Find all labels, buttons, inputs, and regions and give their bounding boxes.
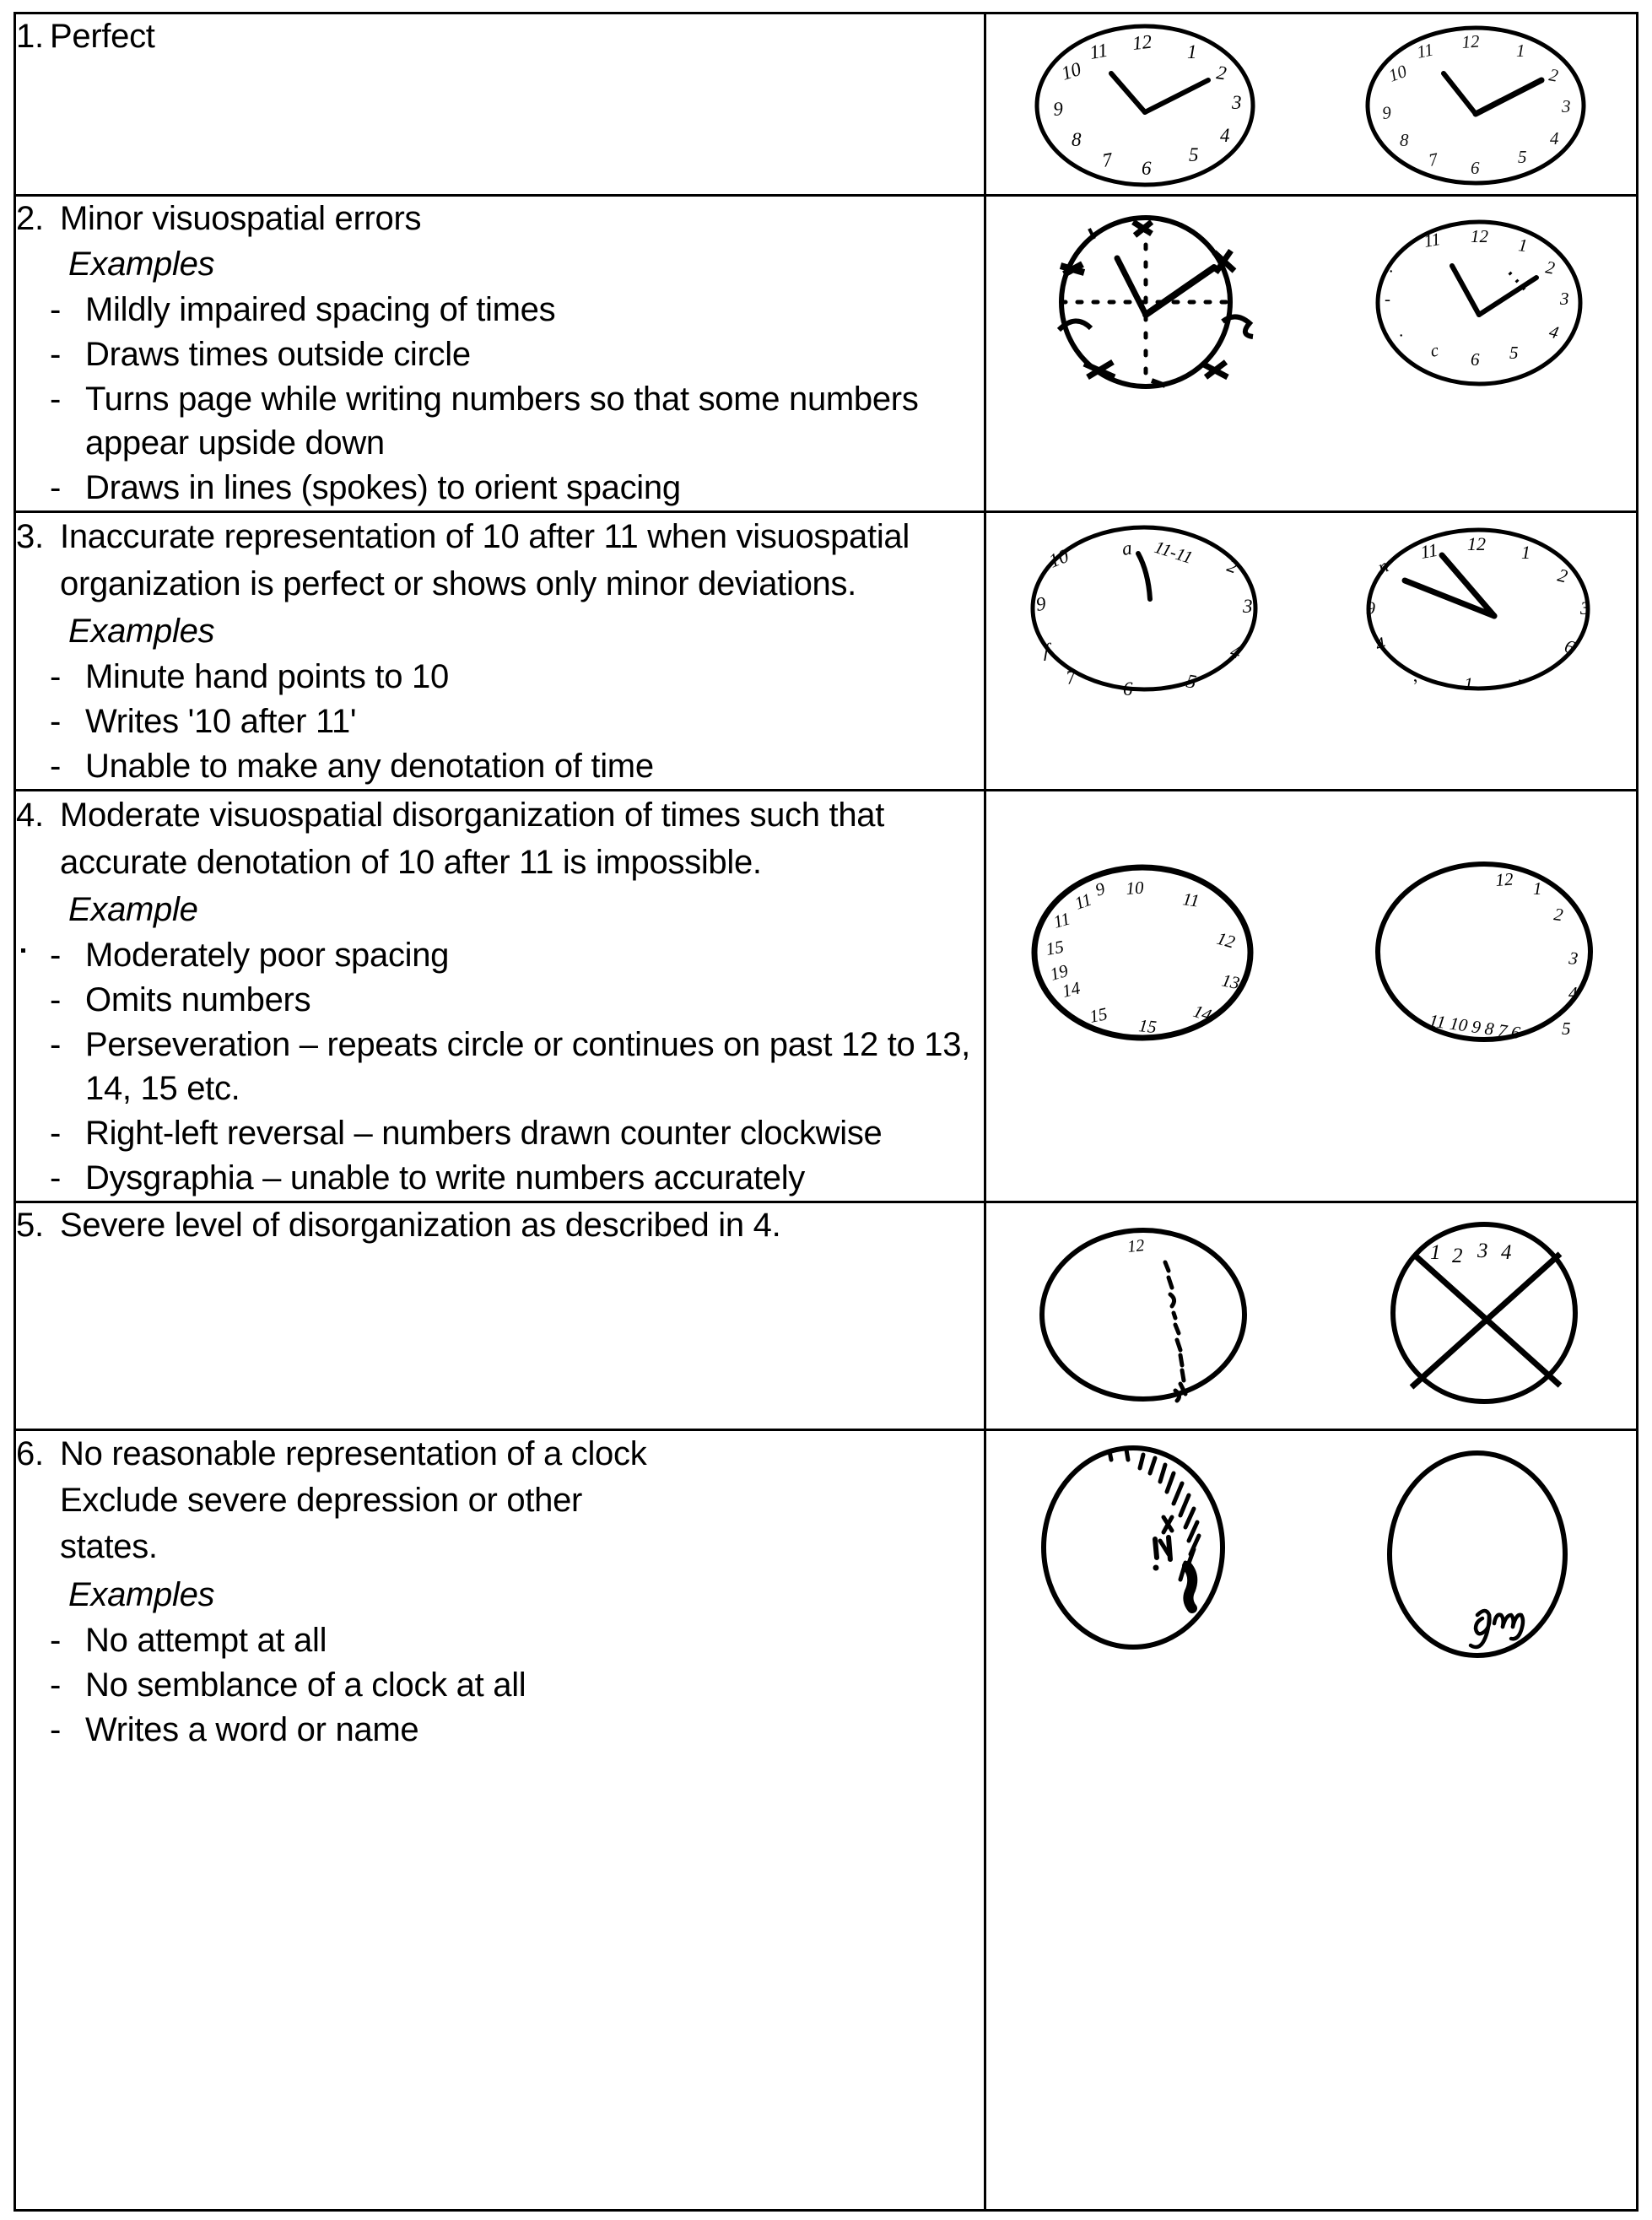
criteria-text-5: Severe level of disorganization as described in 4. (60, 1207, 781, 1244)
examples-list-6 (16, 1618, 984, 1752)
drawing-cell-4 (985, 791, 1638, 1202)
svg-text:5: 5 (1509, 343, 1519, 363)
svg-text:4: 4 (1547, 321, 1561, 343)
examples-list-3 (16, 655, 984, 788)
table-row (15, 14, 1638, 196)
list-item (16, 1156, 984, 1200)
svg-text:11: 11 (1072, 889, 1094, 914)
svg-text:12: 12 (1467, 533, 1486, 554)
criteria-number-5: 5. (16, 1207, 44, 1244)
svg-text:3: 3 (1568, 948, 1579, 970)
svg-text:6: 6 (1123, 678, 1133, 699)
clock-perfect-left (1010, 21, 1280, 190)
svg-text:15: 15 (1088, 1003, 1109, 1027)
criteria-line-2: Exclude severe depression or other (60, 1482, 583, 1520)
criteria-number-1: 1. (16, 18, 44, 55)
svg-text:6: 6 (1142, 158, 1152, 179)
svg-text:5: 5 (1562, 1018, 1571, 1039)
svg-text:1: 1 (1517, 235, 1529, 257)
svg-text:9: 9 (1034, 592, 1048, 615)
svg-text:11: 11 (1418, 538, 1439, 563)
clock-inaccurate-time-right (1339, 525, 1617, 698)
svg-text:3: 3 (1477, 1240, 1488, 1262)
svg-text:2: 2 (1547, 64, 1560, 86)
list-item (16, 655, 984, 699)
list-item (16, 1663, 984, 1707)
svg-text:8: 8 (1400, 130, 1409, 150)
bullet-text: Moderately poor spacing (85, 937, 450, 974)
criteria-cell-6 (15, 1430, 985, 2211)
svg-text:12: 12 (1126, 1236, 1146, 1256)
svg-text:7: 7 (1064, 666, 1078, 689)
bullet-text: No attempt at all (85, 1621, 327, 1659)
list-item (16, 377, 984, 465)
scoring-criteria-table (13, 12, 1639, 2212)
svg-text:a: a (1120, 537, 1134, 559)
svg-text:11: 11 (1088, 39, 1109, 63)
svg-text:9: 9 (1381, 102, 1392, 123)
criteria-heading-6 (16, 1431, 984, 1571)
bullet-dash: - (50, 1621, 62, 1659)
svg-text:.: . (1518, 665, 1523, 686)
svg-text:10: 10 (1045, 544, 1072, 572)
bullet-dash: - (50, 291, 62, 328)
bullet-text: Right-left reversal – numbers drawn counter clockwise (85, 1115, 883, 1152)
bullet-dash: - (50, 1710, 62, 1748)
svg-text:2: 2 (1215, 62, 1228, 84)
bullet-text: Writes '10 after 11' (85, 703, 357, 740)
bullet-text: Unable to make any denotation of time (85, 748, 654, 785)
bullet-text: Draws in lines (spokes) to orient spacing (85, 469, 681, 506)
svg-text:n: n (1374, 554, 1392, 578)
criteria-heading-4 (16, 791, 984, 886)
bullet-text: Perseveration – repeats circle or continues on past 12 to 13, 14, 15 etc. (85, 1026, 970, 1107)
svg-text:5: 5 (1518, 147, 1527, 167)
svg-text:19: 19 (1047, 959, 1071, 985)
bullet-text: Turns page while writing numbers so that some numbers appear upside down (85, 381, 919, 462)
bullet-dash: - (50, 1666, 62, 1704)
svg-text:1: 1 (1187, 41, 1197, 62)
svg-text:1: 1 (1516, 41, 1525, 61)
bullet-dash: - (50, 381, 62, 418)
examples-label-4: Example (68, 891, 198, 928)
svg-text:.: . (1395, 320, 1406, 341)
drawing-cell-6 (985, 1430, 1638, 2211)
clock-no-representation-right (1349, 1450, 1628, 1661)
list-item (16, 978, 984, 1022)
clock-no-representation-left (1007, 1439, 1285, 1650)
svg-text:1: 1 (1521, 542, 1531, 563)
svg-text:3: 3 (1232, 92, 1242, 113)
svg-text:10: 10 (1125, 877, 1145, 899)
clock-perfect-right (1341, 21, 1611, 190)
table-row (15, 196, 1638, 512)
clock-minor-errors-right (1344, 217, 1614, 390)
svg-text:11: 11 (1050, 908, 1073, 932)
bullet-dash: - (50, 981, 62, 1018)
clock-severe-disorg-right (1349, 1220, 1628, 1406)
svg-text:11: 11 (1415, 39, 1436, 62)
criteria-text-1: Perfect (50, 18, 155, 55)
svg-text:.: . (1385, 256, 1396, 277)
svg-text:,: , (1409, 664, 1419, 686)
list-item (16, 466, 984, 510)
examples-label-6: Examples (68, 1575, 215, 1613)
svg-text:5: 5 (1185, 670, 1198, 693)
clock-moderate-disorg-right (1351, 861, 1629, 1042)
svg-text:14: 14 (1190, 1000, 1214, 1026)
bullet-dash: - (50, 937, 62, 974)
criteria-cell-2 (15, 196, 985, 512)
criteria-number-4: 4. (16, 797, 44, 834)
svg-text:13: 13 (1219, 970, 1242, 994)
examples-label-2: Examples (68, 246, 215, 283)
criteria-cell-3 (15, 512, 985, 791)
list-item (16, 744, 984, 788)
bullet-dash: - (50, 1115, 62, 1152)
svg-text:2: 2 (1224, 554, 1241, 578)
ink-speck (21, 948, 25, 953)
list-item (16, 288, 984, 332)
svg-text:11: 11 (1422, 228, 1443, 251)
drawing-cell-1 (985, 14, 1638, 196)
criteria-cell-5 (15, 1202, 985, 1430)
svg-text:2: 2 (1452, 1245, 1463, 1267)
table-row (15, 1430, 1638, 2211)
svg-text:12: 12 (1460, 30, 1481, 52)
criteria-number-3: 3. (16, 518, 44, 555)
svg-text:3: 3 (1560, 289, 1569, 309)
criteria-line-1: No reasonable representation of a clock (60, 1435, 647, 1472)
table-row (15, 512, 1638, 791)
drawing-cell-5 (985, 1202, 1638, 1430)
svg-text:7: 7 (1427, 149, 1440, 170)
table-row (15, 791, 1638, 1202)
drawing-cell-2 (985, 196, 1638, 512)
bullet-text: Draws times outside circle (85, 336, 471, 373)
bullet-text: Writes a word or name (85, 1710, 419, 1748)
svg-text:15: 15 (1044, 936, 1066, 959)
svg-text:8: 8 (1072, 129, 1082, 150)
svg-text:1: 1 (1464, 673, 1473, 694)
svg-text:10: 10 (1058, 57, 1084, 84)
criteria-heading-3 (16, 513, 984, 608)
svg-text:15: 15 (1137, 1015, 1158, 1038)
svg-text:4: 4 (1568, 983, 1578, 1003)
svg-text:2: 2 (1552, 904, 1565, 926)
examples-list-2 (16, 288, 984, 510)
clock-minor-errors-left (1007, 212, 1285, 393)
svg-text:9: 9 (1052, 98, 1064, 120)
list-item (16, 1111, 984, 1155)
svg-text:5: 5 (1189, 144, 1199, 165)
svg-text:12: 12 (1131, 30, 1153, 54)
svg-text:14: 14 (1060, 977, 1082, 1002)
svg-text:4: 4 (1228, 640, 1244, 663)
bullet-text: Minute hand points to 10 (85, 658, 449, 695)
clock-severe-disorg-left (1008, 1225, 1287, 1407)
svg-text:3: 3 (1243, 596, 1253, 617)
criteria-text-4: Moderate visuospatial disorganization of times such that accurate denotation of 10 after 11 is impossible. (60, 797, 885, 881)
criteria-cell-4 (15, 791, 985, 1202)
bullet-dash: - (50, 1026, 62, 1063)
criteria-heading-2 (16, 197, 984, 240)
svg-text:11 10 9 8 7 6: 11 10 9 8 7 6 (1428, 1010, 1522, 1044)
criteria-cell-1 (15, 14, 985, 196)
svg-text:2: 2 (1544, 257, 1557, 278)
examples-list-4 (16, 933, 984, 1200)
criteria-text-2: Minor visuospatial errors (60, 200, 422, 237)
bullet-dash: - (50, 336, 62, 373)
clock-moderate-disorg-left (1003, 862, 1282, 1044)
bullet-dash: - (50, 469, 62, 506)
svg-text:4: 4 (1220, 125, 1230, 146)
bullet-dash: - (50, 658, 62, 695)
svg-text:9: 9 (1093, 878, 1108, 900)
svg-text:1: 1 (1533, 878, 1542, 899)
svg-text:9: 9 (1366, 597, 1375, 618)
svg-text:11-11: 11-11 (1152, 536, 1196, 568)
drawing-cell-3 (985, 512, 1638, 791)
svg-text:6: 6 (1562, 635, 1578, 658)
bullet-text: No semblance of a clock at all (85, 1666, 526, 1704)
svg-text:4: 4 (1501, 1241, 1512, 1264)
criteria-line-3: states. (60, 1528, 158, 1566)
criteria-number-6: 6. (16, 1435, 44, 1472)
svg-text:12: 12 (1214, 927, 1238, 953)
criteria-number-2: 2. (16, 200, 44, 237)
criteria-heading-1 (16, 14, 984, 58)
list-item (16, 1708, 984, 1752)
bullet-dash: - (50, 1159, 62, 1196)
table-row (15, 1202, 1638, 1430)
bullet-text: Dysgraphia – unable to write numbers accurately (85, 1159, 806, 1196)
svg-text:6: 6 (1471, 349, 1480, 370)
svg-text:11: 11 (1181, 889, 1201, 911)
svg-text:7: 7 (1100, 149, 1115, 171)
list-item (16, 1618, 984, 1662)
list-item (16, 933, 984, 977)
svg-text:4: 4 (1372, 632, 1389, 656)
svg-text:12: 12 (1471, 226, 1488, 246)
list-item (16, 1023, 984, 1110)
svg-text:c: c (1428, 339, 1441, 361)
svg-text:3: 3 (1580, 597, 1590, 618)
svg-text:10: 10 (1385, 60, 1410, 86)
svg-text:2: 2 (1555, 564, 1570, 587)
bullet-text: Omits numbers (85, 981, 311, 1018)
criteria-text-6 (60, 1431, 984, 1571)
list-item (16, 699, 984, 743)
bullet-dash: - (50, 748, 62, 785)
examples-label-3: Examples (68, 613, 215, 650)
svg-text:-: - (1385, 289, 1390, 309)
list-item (16, 332, 984, 376)
svg-text:1: 1 (1430, 1241, 1441, 1264)
criteria-text-3: Inaccurate representation of 10 after 11 when visuospatial organization is perfect or shows only minor deviations. (60, 518, 910, 602)
svg-text:4: 4 (1550, 128, 1559, 149)
svg-text:3: 3 (1562, 96, 1571, 116)
bullet-text: Mildly impaired spacing of times (85, 291, 556, 328)
criteria-heading-5 (16, 1203, 984, 1247)
bullet-dash: - (50, 703, 62, 740)
svg-text:6: 6 (1471, 158, 1480, 178)
clock-inaccurate-time-left (1005, 521, 1283, 699)
svg-text:12: 12 (1494, 868, 1514, 890)
svg-text:f: f (1044, 640, 1050, 661)
